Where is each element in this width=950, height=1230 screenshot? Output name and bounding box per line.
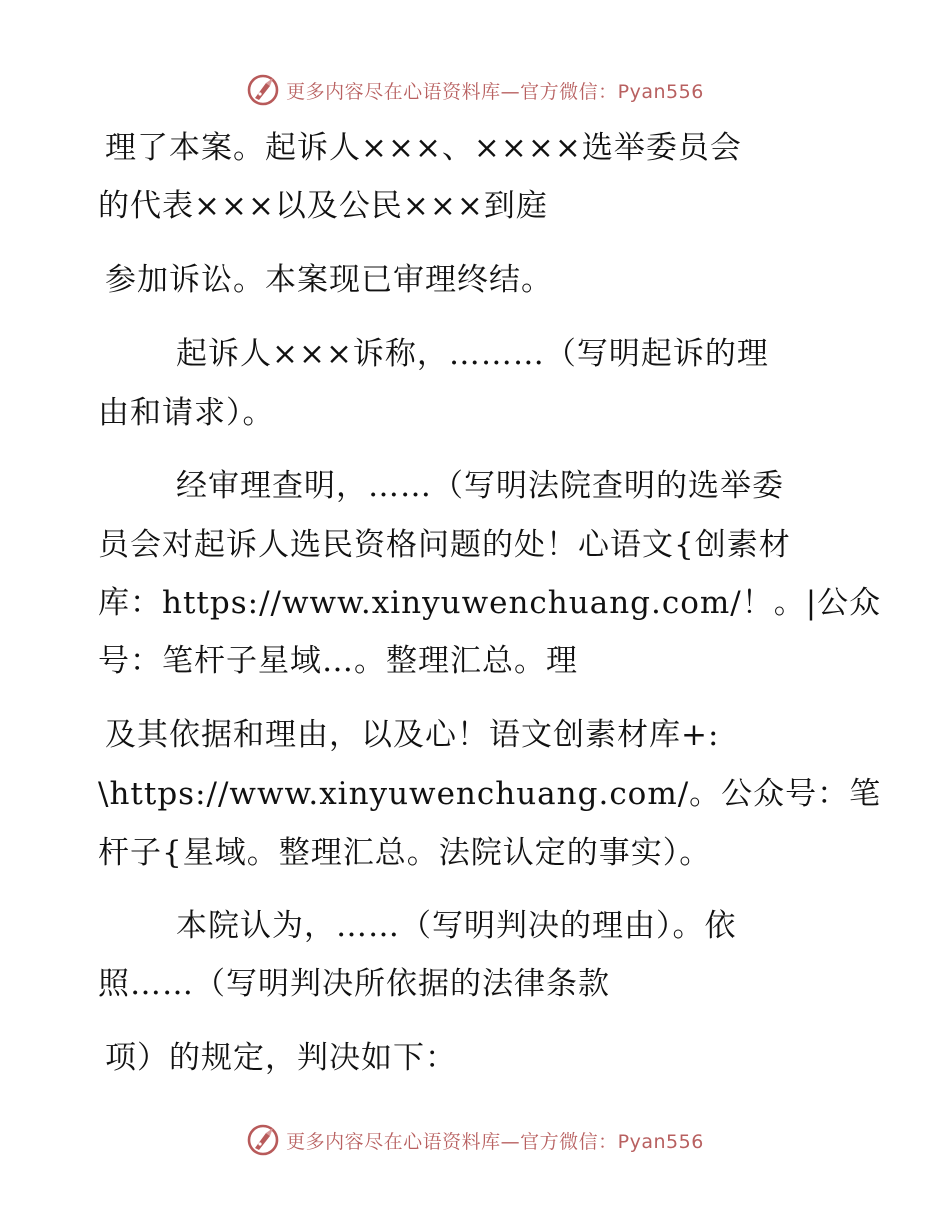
banner-text: 更多内容尽在心语资料库—官方微信：Pyan556 <box>286 1130 704 1153</box>
text-line: 号：笔杆子星域…。整理汇总。理 <box>98 643 578 679</box>
banner-text: 更多内容尽在心语资料库—官方微信：Pyan556 <box>286 80 704 103</box>
text-line: 经审理查明，……（写明法院查明的选举委 <box>176 468 784 504</box>
text-line: 的代表×××以及公民×××到庭 <box>98 188 548 224</box>
text-line: 起诉人×××诉称，………（写明起诉的理 <box>176 336 769 372</box>
text-line: 理了本案。起诉人×××、××××选举委员会 <box>105 130 742 166</box>
text-line: 员会对起诉人选民资格问题的处！心语文{创素材 <box>98 527 791 563</box>
text-line: 项）的规定，判决如下： <box>105 1040 457 1076</box>
text-line: 库：https://www.xinyuwenchuang.com/！。|公众 <box>98 585 882 621</box>
text-line: 照……（写明判决所依据的法律条款 <box>98 966 610 1002</box>
text-line: 及其依据和理由，以及心！语文创素材库+: <box>105 717 720 753</box>
text-line: 由和请求）。 <box>98 395 275 431</box>
text-line: 杆子{星域。整理汇总。法院认定的事实）。 <box>98 835 712 871</box>
text-line: 参加诉讼。本案现已审理终结。 <box>105 262 553 298</box>
pen-nib-logo-icon <box>246 1123 280 1157</box>
text-line: 本院认为，……（写明判决的理由）。依 <box>176 908 737 944</box>
footer-banner <box>0 1120 950 1160</box>
text-line: \https://www.xinyuwenchuang.com/。公众号：笔 <box>98 776 882 812</box>
